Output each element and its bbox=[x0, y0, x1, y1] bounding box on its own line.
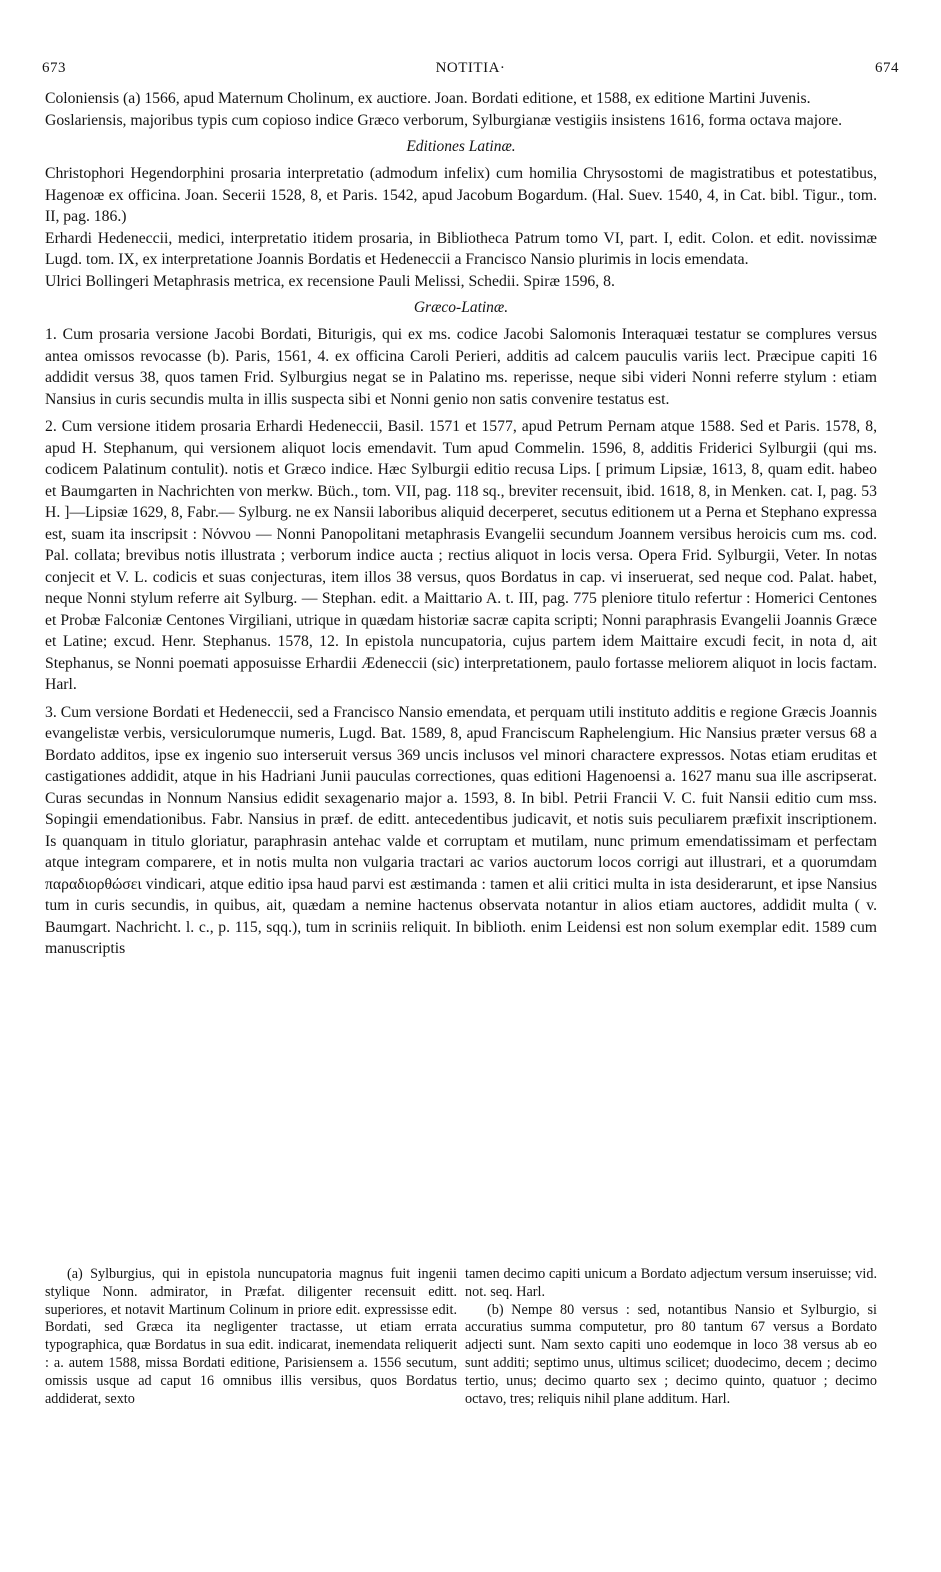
paragraph-hedeneccii: Erhardi Hedeneccii, medici, interpretatio itidem prosaria, in Bibliotheca Patrum tomo VI, part. I, edit. Colon. et edit. novissimæ Lugd. tom. IX, ex interpretatione Joannis Bordatis et Hedeneccii a Francisco Nansio plurimis in locis emendata. bbox=[45, 229, 877, 268]
main-text bbox=[45, 88, 877, 960]
paragraph-goslariensis: Goslariensis, majoribus typis cum copioso indice Græco verborum, Sylburgianæ vestigiis insistens 1616, forma octava majore. bbox=[45, 111, 843, 129]
footnote-column-left bbox=[45, 1266, 457, 1408]
paragraph-item-3: 3. Cum versione Bordati et Hedeneccii, sed a Francisco Nansio emendata, et perquam utili instituto additis e regione Græcis Joannis evangelistæ verbis, versiculorumque numeris, Lugd. Bat. 1589, 8, apud Franciscum Raphelengium. Hic Nansius præter versus 68 a Bordato additos, ipse ex ingenio suo interseruit versus 369 uncis inclusos vel minori charactere expressos. Notas etiam eruditas et castigationes addidit, atque in his Hadriani Junii pauculas correctiones, quas editioni Hagenoensi a. 1627 manu sua ille ascripserat. Curas secundas in Nonnum Nansius edidit sexagenario major a. 1593, 8. In bibl. Petrii Francii V. C. fuit Nansii editio cum mss. Sopingii emendationibus. Fabr. Nansius in præf. de editt. antecedentibus judicavit, et notis suis peculiarem præfixit inscriptionem. Is quanquam in titulo gloriatur, paraphrasin antehac valde et corruptam et mutilam, nunc primum emendatissimam et perfectam atque integram comparere, et in notis multa non vulgaria tractari ac varios auctorum locos corrigi aut illustrari, et a quorumdam παραδιορθώσει vindicari, atque editio ipsa haud parvi est æstimanda : tamen et alii critici multa in ista desiderarunt, et ipse Nansius tum in curis secundis, in quibus, ait, quædam a nemine hactenus observata notantur in alios etiam auctores, addidit multa ( v. Baumgart. Nachricht. l. c., p. 115, sqq.), tum in scriniis reliquit. In biblioth. enim Leidensi est non solum exemplar edit. 1589 cum manuscriptis bbox=[45, 703, 877, 957]
paragraph-bollingeri: Ulrici Bollingeri Metaphrasis metrica, ex recensione Pauli Melissi, Schedii. Spiræ 1596, 8. bbox=[45, 272, 615, 290]
paragraph-coloniensis: Coloniensis (a) 1566, apud Maternum Cholinum, ex auctiore. Joan. Bordati editione, et 1588, ex editione Martini Juvenis. bbox=[45, 90, 811, 107]
running-header bbox=[42, 60, 899, 82]
paragraph-hegendorphini: Christophori Hegendorphini prosaria interpretatio (admodum infelix) cum homilia Chrysostomi de magistratibus et potestatibus, Hagenoæ ex officina. Joan. Secerii 1528, 8, et Paris. 1542, apud Jacobum Bogardum. (Hal. Suev. 1540, 4, in Cat. bibl. Tigur., tom. II, pag. 186.) bbox=[45, 165, 877, 225]
section-heading-latinae: Editiones Latinæ. bbox=[406, 138, 516, 155]
footnote-b: (b) Nempe 80 versus : sed, notantibus Nansio et Sylburgio, si accuratius summa computetur, pro 80 tantum 67 versus a Bordato adjecti sunt. Nam sexto capiti uno eodemque in loco 38 versus ab eo sunt additi; septimo unus, ultimus scilicet; duodecimo, decem ; decimo tertio, unus; decimo quarto sex ; decimo quinto, quatuor ; decimo octavo, tres; reliquis nihil plane additum. Harl. bbox=[465, 1301, 877, 1407]
page-number-left: 673 bbox=[42, 60, 66, 76]
paragraph-item-1: 1. Cum prosaria versione Jacobi Bordati, Biturigis, qui ex ms. codice Jacobi Salomonis Interaquæi testatur se complures versus antea omissos revocasse (b). Paris, 1561, 4. ex officina Caroli Perieri, additis ad calcem pauculis variis lect. Præcipue capiti 16 addidit versus 38, quos tamen Frid. Sylburgius negat se in Palatino ms. reperisse, neque sibi videri Nonni referre stylum : etiam Nansius in curis secundis multa in illis suspecta sibi et Nonni genio non satis convenire testatus est. bbox=[45, 326, 877, 408]
running-title: NOTITIA· bbox=[435, 60, 506, 76]
page-number-right: 674 bbox=[875, 60, 899, 76]
footnote-a: (a) Sylburgius, qui in epistola nuncupatoria magnus fuit ingenii stylique Nonn. admirator, in Præfat. diligenter recensuit editt. superiores, et notavit Martinum Colinum in priore edit. expressisse edit. Bordati, sed Græca ita negligenter tractasse, ut etiam errata typographica, quæ Bordatus in sua edit. indicarat, inemendata reliquerit : a. autem 1588, missa Bordati editione, Parisiensem a. 1556 secutum, omissis usque ad caput 16 omnibus illis versibus, quos Bordatus addiderat, sexto bbox=[45, 1266, 457, 1407]
section-heading-graecolatinae: Græco-Latinæ. bbox=[413, 299, 509, 316]
paragraph-item-2: 2. Cum versione itidem prosaria Erhardi Hedeneccii, Basil. 1571 et 1577, apud Petrum Pernam atque 1588. Sed et Paris. 1578, 8, apud H. Stephanum, qui versionem aliquot locis emendavit. Tum apud Commelin. 1596, 8, additis Friderici Sylburgii (qui ms. codicem Palatinum contulit). notis et Græco indice. Hæc Sylburgii editio recusa Lips. [ primum Lipsiæ, 1613, 8, quam edit. habeo et Baumgarten in Nachrichten von merkw. Büch., tom. VII, pag. 118 sq., breviter recensuit, ibid. 1618, 8, in Menken. cat. I, pag. 53 H. ]—Lipsiæ 1629, 8, Fabr.— Sylburg. ne ex Nansii laboribus aliquid decerperet, secutus editionem ut a Perna et Stephano expressa est, suam ita inscripsit : Νόννου — Nonni Panopolitani metaphrasis Evangelii secundum Joannem versibus heroicis cum ms. cod. Pal. collata; brevibus notis illustrata ; verborum indice aucta ; rectius aliquot in locis versa. Opera Frid. Sylburgii, Veter. In notas conjecit et V. L. codicis et suas conjecturas, item illos 38 versus, quos Bordatus in cap. vi inseruerat, sed neque cod. Palat. habet, neque Nonni stylum referre ait Sylburg. — Stephan. edit. a Maittario A. t. III, pag. 775 pleniore titulo refertur : Homerici Centones et Probæ Falconiæ Centones Virgiliani, utrique in quædam historiæ sacræ capita scripti; Nonni paraphrasis Evangelii Joannis Græce et Latine; excud. Henr. Stephanus. 1578, 12. In epistola nuncupatoria, cujus partem idem Maittaire excudi fecit, in nota d, ait Stephanus, se Nonni poemati apposuisse Erhardii Ædeneccii (sic) interpretationem, paulo fortasse meliorem aliquot in locis factam. Harl. bbox=[45, 418, 877, 693]
footnote-a-continuation: tamen decimo capiti unicum a Bordato adjectum versum inseruisse; vid. not. seq. Harl. bbox=[465, 1266, 877, 1300]
footnote-column-right bbox=[465, 1266, 877, 1408]
footnotes bbox=[45, 1266, 877, 1408]
